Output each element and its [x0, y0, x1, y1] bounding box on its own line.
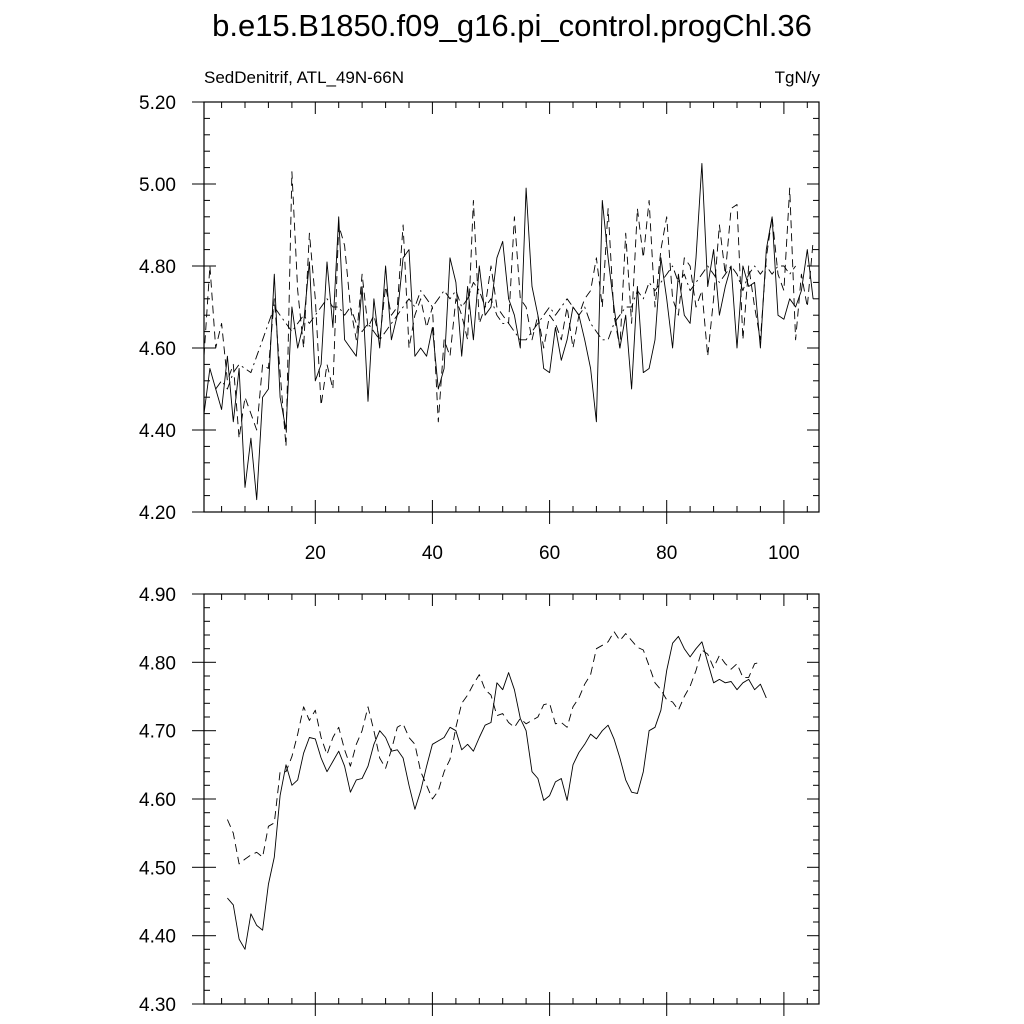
- top-x-tick-label: 40: [421, 543, 443, 564]
- bottom-series-dashed-line: [227, 632, 760, 864]
- bottom-y-tick-label: 4.80: [139, 653, 176, 675]
- top-series-solid-line: [204, 164, 813, 500]
- top-y-tick-label: 5.20: [139, 93, 176, 114]
- top-series-dashed-line: [204, 172, 813, 447]
- bottom-panel: [139, 585, 819, 1016]
- top-y-tick-label: 4.80: [139, 257, 176, 278]
- bottom-y-tick-label: 4.70: [139, 721, 176, 743]
- top-x-tick-label: 80: [656, 543, 678, 564]
- top-x-tick-label: 60: [539, 543, 561, 564]
- bottom-y-tick-label: 4.30: [139, 995, 176, 1016]
- top-y-tick-label: 4.40: [139, 421, 176, 442]
- units-label: TgN/y: [774, 68, 820, 87]
- chart-title: b.e15.B1850.f09_g16.pi_control.progChl.36: [212, 8, 812, 43]
- bottom-y-tick-label: 4.60: [139, 790, 176, 811]
- top-x-tick-label: 100: [768, 543, 800, 564]
- top-ticks: [139, 93, 819, 564]
- top-series-group: [204, 164, 813, 500]
- bottom-ticks: [139, 585, 819, 1016]
- top-x-tick-label: 20: [304, 543, 326, 564]
- bottom-plot-frame: [204, 594, 819, 1004]
- top-y-tick-label: 4.60: [139, 339, 176, 360]
- top-y-tick-label: 5.00: [139, 175, 176, 196]
- bottom-y-tick-label: 4.50: [139, 858, 176, 880]
- bottom-series-group: [227, 632, 766, 950]
- bottom-y-tick-label: 4.40: [139, 926, 176, 948]
- top-panel: [139, 68, 820, 564]
- bottom-series-solid-line: [227, 636, 766, 949]
- top-y-tick-label: 4.20: [139, 503, 176, 524]
- variable-region-label: SedDenitrif, ATL_49N-66N: [204, 68, 405, 87]
- bottom-y-tick-label: 4.90: [139, 585, 176, 606]
